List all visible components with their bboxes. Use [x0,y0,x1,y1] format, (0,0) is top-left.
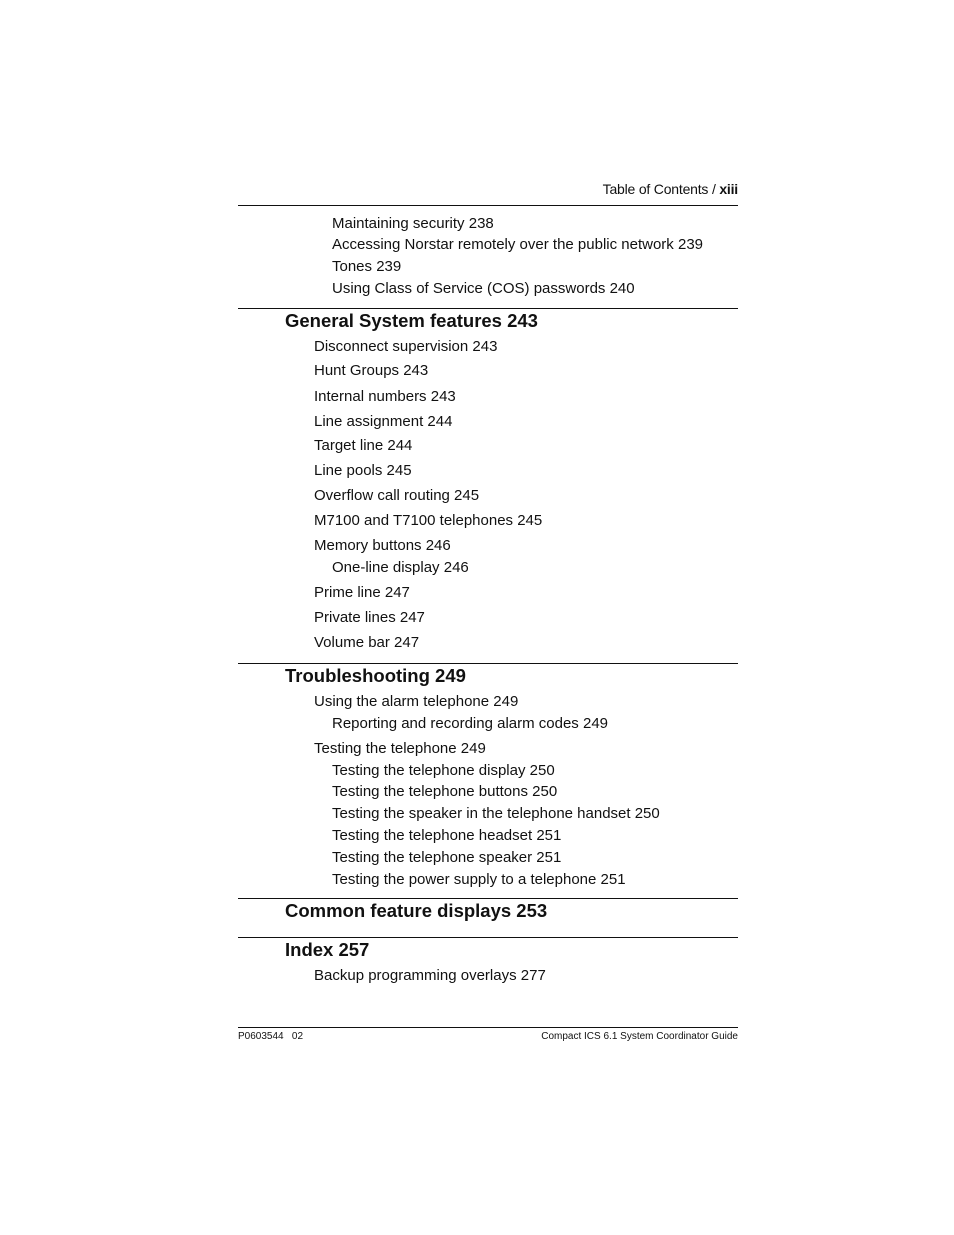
section-rule [238,663,738,664]
toc-chapter-heading[interactable]: General System features 243 [285,310,538,331]
toc-subentry[interactable]: Testing the telephone buttons 250 [332,783,558,800]
toc-entry[interactable]: Internal numbers 243 [314,388,456,405]
footer-rule [238,1027,738,1028]
section-rule [238,308,738,309]
footer-doc-number: P0603544 02 [238,1031,304,1042]
toc-entry[interactable]: Using Class of Service (COS) passwords 240 [332,280,635,297]
toc-chapter-heading[interactable]: Index 257 [285,939,370,960]
footer-doc-title: Compact ICS 6.1 System Coordinator Guide [541,1031,738,1042]
toc-entry[interactable]: Accessing Norstar remotely over the public network 239 [332,236,704,253]
toc-entry[interactable]: Volume bar 247 [314,634,420,651]
toc-chapter-heading[interactable]: Troubleshooting 249 [285,665,466,686]
toc-subentry[interactable]: Testing the speaker in the telephone handset 250 [332,805,660,822]
toc-subentry[interactable]: Testing the telephone speaker 251 [332,849,562,866]
header-section: Table of Contents [602,181,709,197]
toc-entry[interactable]: Using the alarm telephone 249 [314,693,519,710]
toc-subentry[interactable]: One-line display 246 [332,559,469,576]
header-page-number: xiii [719,181,738,197]
toc-entry[interactable]: Testing the telephone 249 [314,740,486,757]
toc-entry[interactable]: Disconnect supervision 243 [314,338,498,355]
toc-subentry[interactable]: Reporting and recording alarm codes 249 [332,715,608,732]
toc-entry[interactable]: M7100 and T7100 telephones 245 [314,512,543,529]
header-rule [238,205,738,206]
toc-entry[interactable]: Target line 244 [314,437,413,454]
toc-chapter-heading[interactable]: Common feature displays 253 [285,900,548,921]
toc-entry[interactable]: Hunt Groups 243 [314,362,429,379]
toc-entry[interactable]: Private lines 247 [314,609,425,626]
toc-entry[interactable]: Line assignment 244 [314,413,453,430]
section-rule [238,898,738,899]
toc-entry[interactable]: Backup programming overlays 277 [314,967,546,984]
toc-entry[interactable]: Overflow call routing 245 [314,487,480,504]
toc-entry[interactable]: Memory buttons 246 [314,537,451,554]
toc-entry[interactable]: Maintaining security 238 [332,215,494,232]
toc-entry[interactable]: Prime line 247 [314,584,410,601]
toc-entry[interactable]: Tones 239 [332,258,402,275]
section-rule [238,937,738,938]
toc-subentry[interactable]: Testing the telephone display 250 [332,762,555,779]
toc-subentry[interactable]: Testing the telephone headset 251 [332,827,562,844]
toc-subentry[interactable]: Testing the power supply to a telephone 251 [332,871,626,888]
running-header [603,181,738,197]
header-separator: / [711,181,716,197]
toc-entry[interactable]: Line pools 245 [314,462,412,479]
